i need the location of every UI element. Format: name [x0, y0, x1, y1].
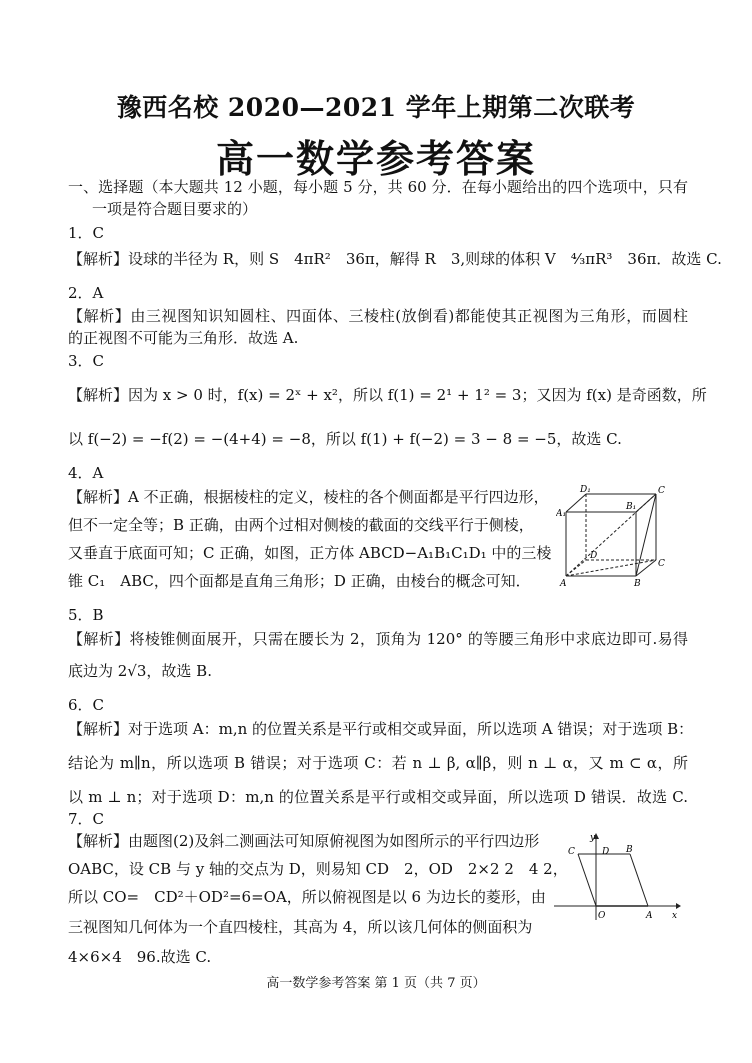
- fig4-label-a1: A₁: [556, 509, 567, 519]
- q3-explanation-line2: 以 f(−2) = −f(2) = −(4+4) = −8，所以 f(1) + f(−2) = 3 − 8 = −5，故选 C.: [68, 430, 622, 448]
- q2-explanation-line1: 【解析】由三视图知识知圆柱、四面体、三棱柱(放倒看)都能使其正视图为三角形，而圆柱: [68, 307, 688, 325]
- page-footer: 高一数学参考答案 第 1 页（共 7 页）: [266, 976, 486, 991]
- q1-answer: 1．C: [68, 224, 105, 242]
- fig4-label-d1: D₁: [580, 485, 591, 495]
- fig4-label-a: A: [560, 579, 567, 589]
- q4-explanation-line1: 【解析】A 不正确，根据棱柱的定义，棱柱的各个侧面都是平行四边形，: [68, 488, 549, 506]
- fig4-label-c: C: [658, 559, 665, 569]
- q3-answer: 3．C: [68, 352, 105, 370]
- section-heading-line1: 一、选择题（本大题共 12 小题，每小题 5 分，共 60 分．在每小题给出的四个选项中，只有: [68, 178, 688, 196]
- q6-explanation-line1: 【解析】对于选项 A：m,n 的位置关系是平行或相交或异面，所以选项 A 错误；对于选项 B：: [68, 720, 694, 738]
- cube-figure: [556, 484, 672, 594]
- q7-explanation-line2: OABC，设 CB 与 y 轴的交点为 D，则易知 CD 2，OD 2×2 2 4 2，: [68, 860, 568, 878]
- q5-explanation-line1: 【解析】将棱锥侧面展开，只需在腰长为 2，顶角为 120° 的等腰三角形中求底边即可.易得: [68, 630, 688, 648]
- fig4-label-b1: B₁: [626, 502, 637, 512]
- q5-answer: 5．B: [68, 606, 104, 624]
- fig7-label-c: C: [568, 847, 575, 857]
- q7-explanation-line4: 三视图知几何体为一个直四棱柱，其高为 4，所以该几何体的侧面积为: [68, 918, 533, 936]
- q4-explanation-line2: 但不一定全等；B 正确，由两个过相对侧棱的截面的交线平行于侧棱，: [68, 516, 534, 534]
- q5-explanation-line2: 底边为 2√3，故选 B.: [68, 662, 212, 680]
- section-heading-line2: 一项是符合题目要求的）: [92, 200, 258, 218]
- q2-explanation-line2: 的正视图不可能为三角形．故选 A.: [68, 329, 299, 347]
- q2-answer: 2．A: [68, 284, 104, 302]
- q6-explanation-line2: 结论为 m∥n，所以选项 B 错误；对于选项 C：若 n ⊥ β, α∥β，则 n ⊥ α，又 m ⊂ α，所: [68, 754, 688, 772]
- q1-explanation: 【解析】设球的半径为 R，则 S 4πR² 36π，解得 R 3,则球的体积 V ⁴⁄₃πR³ 36π．故选 C.: [68, 250, 722, 268]
- q4-explanation-line3: 又垂直于底面可知；C 正确，如图，正方体 ABCD−A₁B₁C₁D₁ 中的三棱: [68, 544, 552, 562]
- fig7-label-x: x: [672, 911, 678, 921]
- fig7-label-d: D: [602, 847, 610, 857]
- q7-explanation-line5: 4×6×4 96.故选 C.: [68, 948, 212, 966]
- q3-explanation-line1: 【解析】因为 x > 0 时，f(x) = 2ˣ + x²，所以 f(1) = 2¹ + 1² = 3；又因为 f(x) 是奇函数，所: [68, 386, 707, 404]
- q7-answer: 7．C: [68, 810, 105, 828]
- q4-explanation-line4: 锥 C₁ ABC，四个面都是直角三角形；D 正确，由棱台的概念可知．: [68, 572, 531, 590]
- answer-title: 高一数学参考答案: [215, 137, 536, 181]
- q4-answer: 4．A: [68, 464, 104, 482]
- fig7-label-a: A: [646, 911, 653, 921]
- fig7-label-b: B: [626, 845, 633, 855]
- q7-explanation-line1: 【解析】由题图(2)及斜二测画法可知原俯视图为如图所示的平行四边形: [68, 832, 540, 850]
- q7-explanation-line3: 所以 CO= CD²＋OD²=6=OA，所以俯视图是以 6 为边长的菱形，由: [68, 888, 546, 906]
- q6-explanation-line3: 以 m ⊥ n；对于选项 D：m,n 的位置关系是平行或相交或异面，所以选项 D 错误．故选 C.: [68, 788, 688, 806]
- parallelogram-figure: [554, 832, 682, 922]
- fig4-label-c1: C: [658, 486, 665, 496]
- q6-answer: 6．C: [68, 696, 105, 714]
- fig7-label-y: y: [590, 833, 596, 843]
- fig4-label-d: D: [590, 551, 598, 561]
- fig4-label-b: B: [634, 579, 641, 589]
- fig7-label-o: O: [598, 911, 606, 921]
- exam-title: 豫西名校 2020—2021 学年上期第二次联考: [116, 93, 636, 122]
